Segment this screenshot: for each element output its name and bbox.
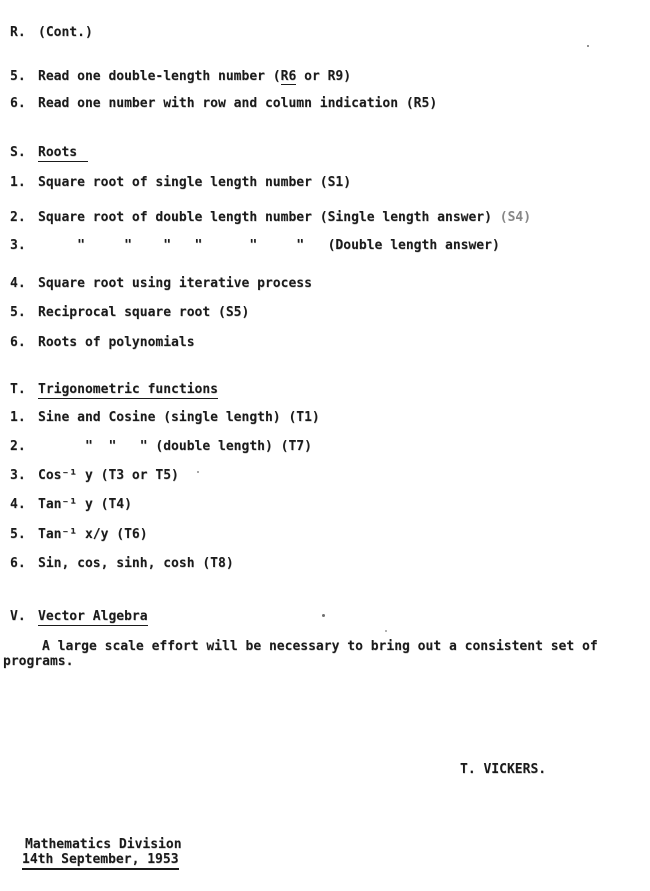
item-number: 5. [10,305,26,320]
item-number: 6. [10,556,26,571]
item-text: Square root using iterative process [38,276,312,291]
list-item-s5 [10,305,249,320]
list-item-t3 [10,468,179,483]
list-item-s1 [10,175,351,190]
item-number: 3. [10,238,26,253]
section-label: S. [10,145,26,160]
list-item-t6 [10,556,234,571]
list-item-s3-ditto [10,238,500,253]
paragraph-line-2: programs. [3,654,74,669]
item-text: Sine and Cosine (single length) (T1) [38,410,320,425]
list-item-s4 [10,276,312,291]
paragraph-line-1: A large scale effort will be necessary to bring out a consistent set of [42,639,598,654]
item-text: Tan⁻¹ y (T4) [38,497,132,512]
item-number: 4. [10,497,26,512]
footer-date: 14th September, 1953 [22,852,179,870]
item-text: " " " " " " (Double length answer) [38,238,500,253]
item-number: 6. [10,335,26,350]
section-cont-text: (Cont.) [38,25,93,40]
section-label: V. [10,609,26,624]
item-number: 4. [10,276,26,291]
item-text-post: or R9) [296,69,352,84]
item-number: 5. [10,69,26,84]
list-item-t2-ditto [10,439,312,454]
item-text-faint-code: (S4) [499,210,532,225]
item-number: 5. [10,527,26,542]
item-number: 3. [10,468,26,483]
item-text: Roots of polynomials [38,335,195,350]
item-text-main: Square root of double length number (Single length answer) [38,210,500,225]
section-title: Trigonometric functions [38,382,219,397]
scan-speck [197,471,199,473]
list-item-s2 [10,210,531,225]
item-text [38,69,351,85]
list-item-r6 [10,96,437,111]
scan-speck [322,614,325,617]
scan-speck [385,630,387,632]
item-text [38,210,531,225]
list-item-t1 [10,410,320,425]
section-r-cont-heading [10,25,93,40]
item-number: 2. [10,210,26,225]
item-text-pre: Read one double-length number ( [38,69,281,84]
item-text-underlined: R6 [280,69,297,84]
section-v-heading [10,609,148,626]
item-number: 6. [10,96,26,111]
item-number: 2. [10,439,26,454]
item-text: Reciprocal square root (S5) [38,305,250,320]
list-item-r5 [10,69,351,85]
section-s-heading [10,145,88,162]
signature-name: T. VICKERS. [460,762,547,777]
footer-organization: Mathematics Division [25,837,182,852]
section-label: T. [10,382,26,397]
item-text: " " " (double length) (T7) [38,439,312,454]
item-text: Cos⁻¹ y (T3 or T5) [38,468,179,483]
section-label: R. [10,25,26,40]
section-title: Roots [38,145,88,162]
section-title: Vector Algebra [38,609,148,624]
item-text: Tan⁻¹ x/y (T6) [38,527,148,542]
item-number: 1. [10,410,26,425]
section-t-heading [10,382,218,399]
item-text: Sin, cos, sinh, cosh (T8) [38,556,234,571]
item-text: Square root of single length number (S1) [38,175,352,190]
list-item-t5 [10,527,148,542]
item-text: Read one number with row and column indication (R5) [38,96,438,111]
list-item-t4 [10,497,132,512]
scan-speck [587,45,589,47]
list-item-s6 [10,335,195,350]
item-number: 1. [10,175,26,190]
